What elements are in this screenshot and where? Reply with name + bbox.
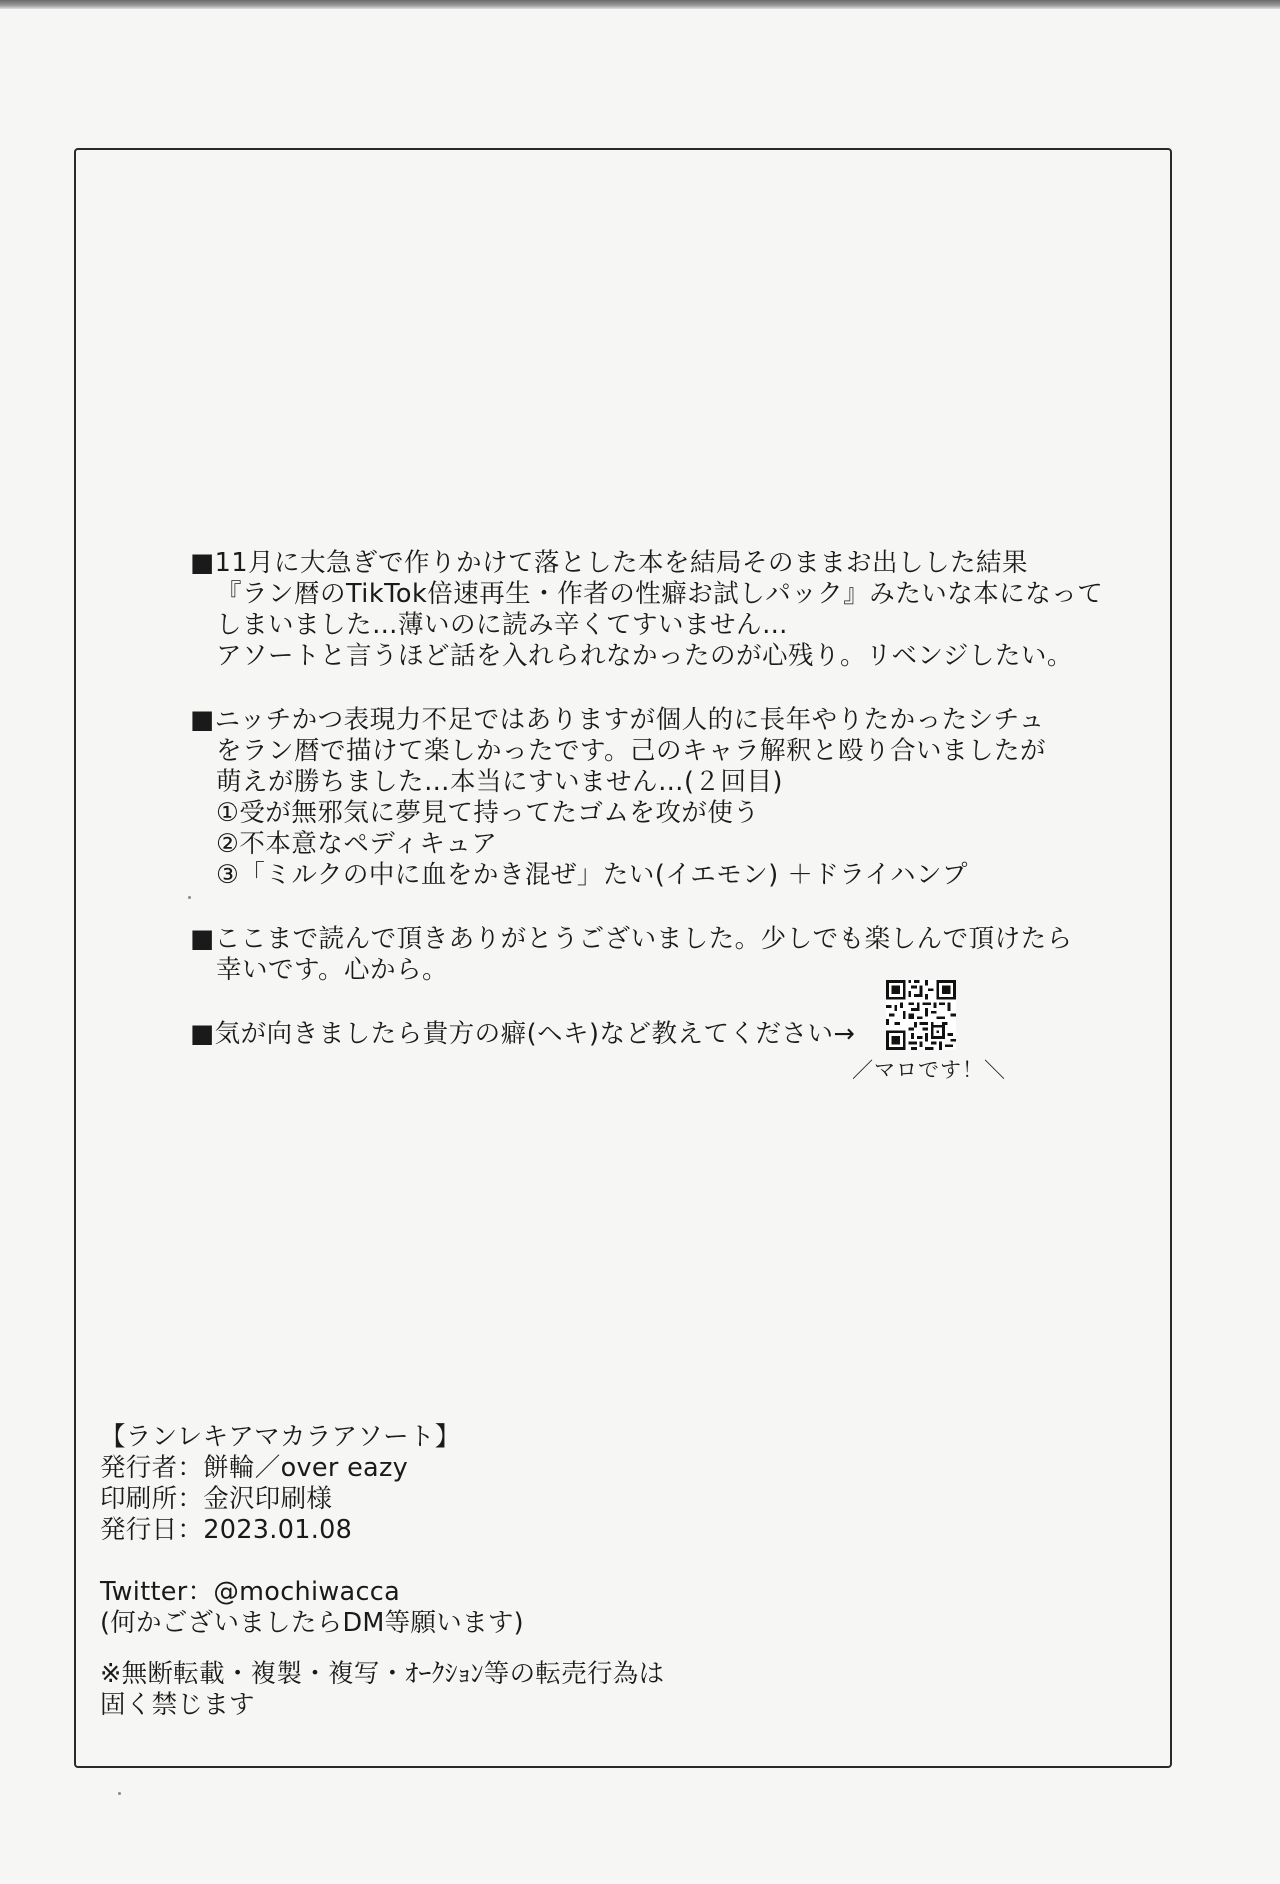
note-2 xyxy=(190,705,1090,891)
scan-speck xyxy=(188,896,191,899)
colophon xyxy=(100,1422,800,1721)
note-line: ■ここまで読んで頂きありがとうございました。少しでも楽しんで頂けたら xyxy=(190,924,1073,954)
note-line: ■11月に大急ぎで作りかけて落とした本を結局そのままお出しした結果 xyxy=(190,548,1029,578)
spacer xyxy=(100,1546,800,1577)
note-line: をラン暦で描けて楽しかったです。己のキャラ解釈と殴り合いましたが xyxy=(216,736,1046,766)
contact-note: (何かございましたらDM等願います) xyxy=(100,1608,524,1638)
note-line: ②不本意なペディキュア xyxy=(216,829,498,859)
publish-date: 発行日：2023.01.08 xyxy=(100,1515,353,1545)
publisher: 発行者：餅輪／over eazy xyxy=(100,1453,409,1483)
note-line: ■ニッチかつ表現力不足ではありますが個人的に長年やりたかったシチュ xyxy=(190,705,1045,735)
qr-code-icon xyxy=(886,980,956,1050)
note-line: 幸いです。心から。 xyxy=(216,955,448,985)
copyright-notice: 固く禁じます xyxy=(100,1690,255,1720)
printer: 印刷所：金沢印刷様 xyxy=(100,1484,333,1514)
twitter-handle: Twitter：@mochiwacca xyxy=(100,1577,401,1607)
book-title: 【ランレキアマカラアソート】 xyxy=(100,1422,461,1452)
note-line: アソートと言うほど話を入れられなかったのが心残り。リベンジしたい。 xyxy=(216,641,1073,671)
scan-top-edge xyxy=(0,0,1280,9)
note-line: 『ラン暦のTikTok倍速再生・作者の性癖お試しパック』みたいな本になって xyxy=(216,579,1104,609)
note-line: ■気が向きましたら貴方の癖(ヘキ)など教えてください→ xyxy=(190,1019,856,1049)
note-line: ①受が無邪気に夢見て持ってたゴムを攻が使う xyxy=(216,798,760,828)
copyright-notice: ※無断転載・複製・複写・ｵｰｸｼｮﾝ等の転売行為は xyxy=(100,1659,665,1689)
note-3 xyxy=(190,924,1090,986)
note-line: しまいました…薄いのに読み辛くてすいません… xyxy=(216,610,789,640)
note-1 xyxy=(190,548,1104,672)
scan-speck xyxy=(118,1792,121,1795)
note-line: 萌えが勝ちました…本当にすいません…(２回目) xyxy=(216,767,783,797)
spacer xyxy=(100,1639,800,1659)
note-line: ③「ミルクの中に血をかき混ぜ」たい(イエモン) ＋ドライハンプ xyxy=(216,860,969,890)
qr-caption: ／マロです！＼ xyxy=(852,1058,1006,1082)
